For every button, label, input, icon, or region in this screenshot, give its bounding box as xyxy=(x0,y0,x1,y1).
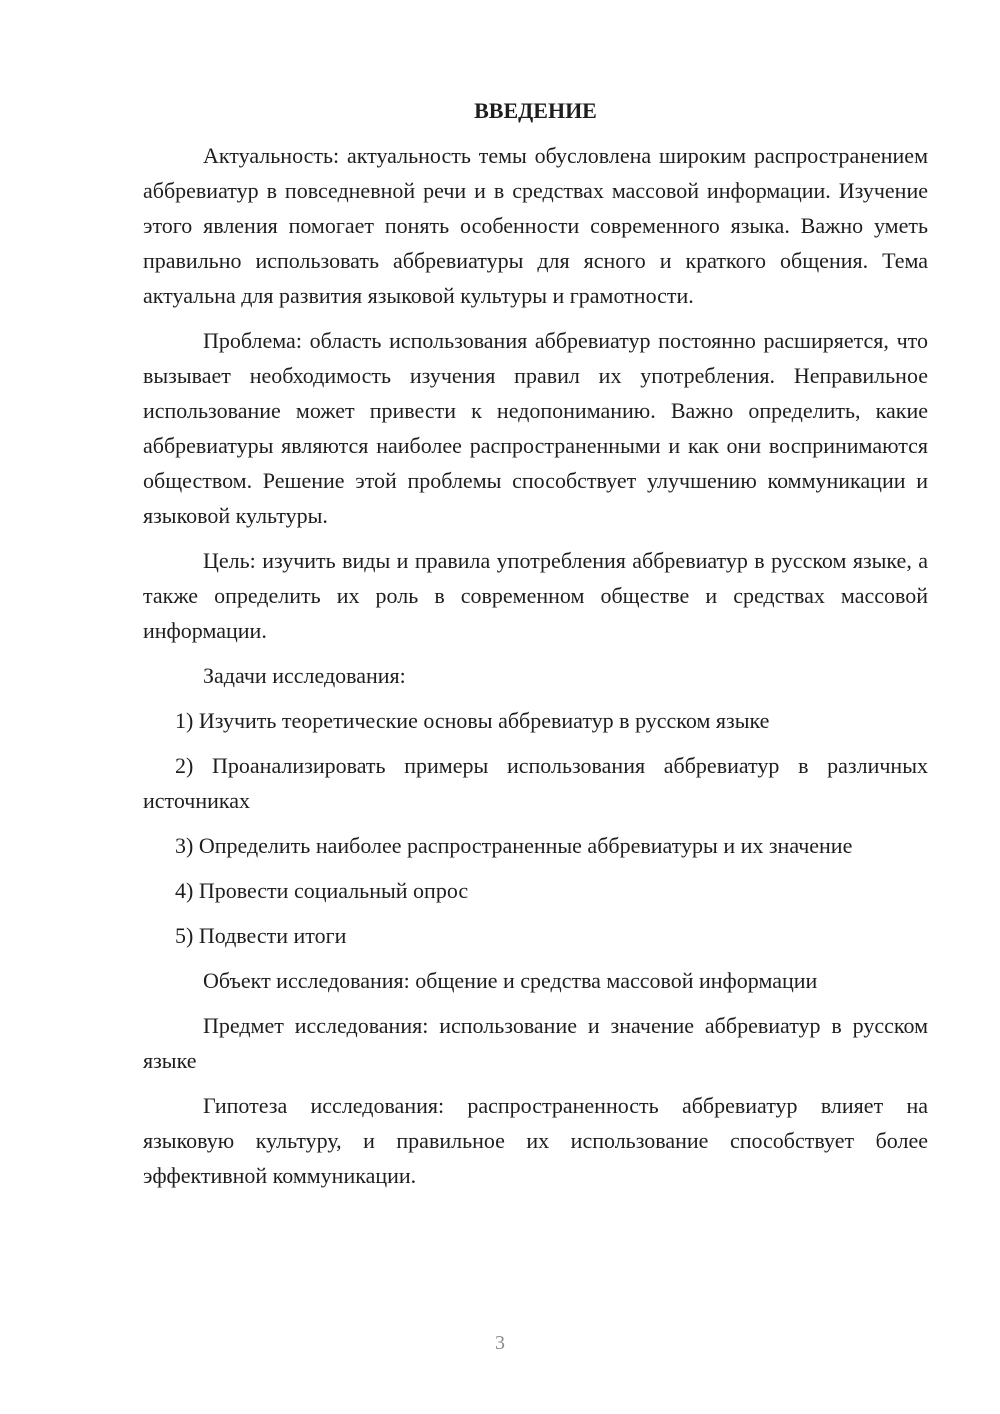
page-number: 3 xyxy=(495,1332,505,1354)
paragraph-goal: Цель: изучить виды и правила употребления аббревиатур в русском языке, а также определить их роль в современном обществе и средствах массовой информации. xyxy=(143,548,928,643)
task-item-5: 5) Подвести итоги xyxy=(175,923,347,948)
paragraph-relevance: Актуальность: актуальность темы обусловлена широким распространением аббревиатур в повседневной речи и в средствах массовой информации. Изучение этого явления помогает понять особенности современного языка. Важно уметь правильно использовать аббревиатуры для ясного и краткого общения. Тема актуальна для развития языковой культуры и грамотности. xyxy=(143,143,928,308)
paragraph-hypothesis: Гипотеза исследования: распространенность аббревиатур влияет на языковую культуру, и правильное их использование способствует более эффективной коммуникации. xyxy=(143,1093,928,1188)
tasks-heading: Задачи исследования: xyxy=(203,663,406,688)
task-item-1: 1) Изучить теоретические основы аббревиатур в русском языке xyxy=(175,708,770,733)
document-page xyxy=(143,93,928,1203)
task-item-3: 3) Определить наиболее распространенные аббревиатуры и их значение xyxy=(175,833,853,858)
page-title: ВВЕДЕНИЕ xyxy=(474,98,597,123)
task-item-2: 2) Проанализировать примеры использования аббревиатур в различных источниках xyxy=(143,753,928,813)
task-item-4: 4) Провести социальный опрос xyxy=(175,878,469,903)
paragraph-object: Объект исследования: общение и средства массовой информации xyxy=(203,968,818,993)
paragraph-subject: Предмет исследования: использование и значение аббревиатур в русском языке xyxy=(143,1013,928,1073)
paragraph-problem: Проблема: область использования аббревиатур постоянно расширяется, что вызывает необходимость изучения правил их употребления. Неправильное использование может привести к недопониманию. Важно определить, какие аббревиатуры являются наиболее распространенными и как они воспринимаются обществом. Решение этой проблемы способствует улучшению коммуникации и языковой культуры. xyxy=(143,328,928,528)
